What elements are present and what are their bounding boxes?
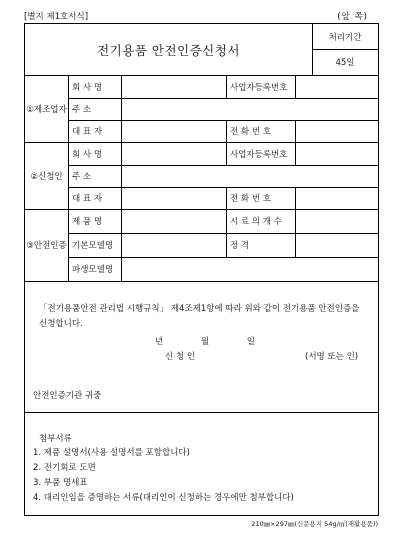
manufacturer-phone-label: 전 화 번 호 [230,127,271,137]
applicant-phone-field[interactable] [296,188,378,209]
applicant-signature-label: 신 청 인 [165,352,196,362]
rating-label: 정 격 [230,241,250,251]
attachments-divider [25,412,378,413]
page-side-label: (앞 쪽) [337,12,368,22]
paper-spec: 210㎜×297㎜(신문용지 54g/㎡(재활용품)) [251,520,378,528]
date-year: 년 [155,337,164,347]
manufacturer-company-name-field[interactable] [122,76,226,98]
attachment-item: 1. 제품 설명서(사용 설명서를 포함합니다) [33,448,190,458]
applicant-address-label: 주 소 [72,172,92,182]
recipient: 안전인증기관 귀중 [33,391,102,401]
applicant-representative-field[interactable] [122,188,226,209]
rating-field[interactable] [296,234,378,257]
sample-count-field[interactable] [296,210,378,233]
attachments-list [33,446,294,506]
manufacturer-business-no-field[interactable] [296,76,378,98]
applicant-company-name-field[interactable] [122,143,226,165]
manufacturer-address-field[interactable] [122,99,378,120]
form-number: [별지 제1호서식] [24,12,89,22]
table-bottom-border [25,281,378,282]
derived-model-field[interactable] [122,258,378,281]
applicant-address-field[interactable] [122,166,378,187]
form-title: 전기용품 안전인증신청서 [97,42,240,58]
date-month: 월 [200,337,210,347]
application-date [155,335,255,347]
attachment-item: 3. 부품 명세표 [33,478,88,488]
applicant-representative-label: 대 표 자 [72,194,103,204]
date-day: 일 [246,337,255,347]
product-name-label: 제 품 명 [72,217,103,227]
manufacturer-business-no-label: 사업자등록번호 [230,82,288,93]
manufacturer-phone-field[interactable] [296,121,378,142]
basic-model-field[interactable] [122,234,226,257]
processing-period-label: 처리기간 [328,32,362,43]
applicant-business-no-label: 사업자등록번호 [230,149,288,160]
manufacturer-representative-field[interactable] [122,121,226,142]
signature-note: (서명 또는 인) [305,352,359,362]
section-label-manufacturer: ①제조업자 [26,104,67,115]
manufacturer-representative-label: 대 표 자 [72,127,103,137]
derived-model-label: 파생모델명 [72,265,114,275]
manufacturer-address-label: 주 소 [72,105,92,115]
applicant-company-name-label: 회 사 명 [72,149,103,160]
applicant-phone-label: 전 화 번 호 [230,194,271,204]
processing-period-value: 45일 [335,58,355,68]
application-statement: 「전기용품안전 관리법 시행규칙」 제4조제1항에 따라 위와 같이 전기용품 안전인증을 신청합니다. [39,304,360,329]
product-name-field[interactable] [122,210,226,233]
attachment-item: 2. 전기회로 도면 [33,463,96,473]
attachments-title: 첨부서류 [39,434,72,444]
application-form [24,23,379,516]
section-label-certification: ③안전인증 [26,241,67,251]
basic-model-label: 기본모델명 [72,241,114,251]
manufacturer-company-name-label: 회 사 명 [72,82,103,93]
section-label-applicant: ②신청인 [30,171,63,182]
applicant-business-no-field[interactable] [296,143,378,165]
sample-count-label: 시 료 의 개 수 [230,217,282,227]
attachment-item: 4. 대리인임을 증명하는 서류(대리인이 신청하는 경우에만 첨부합니다) [33,493,294,503]
